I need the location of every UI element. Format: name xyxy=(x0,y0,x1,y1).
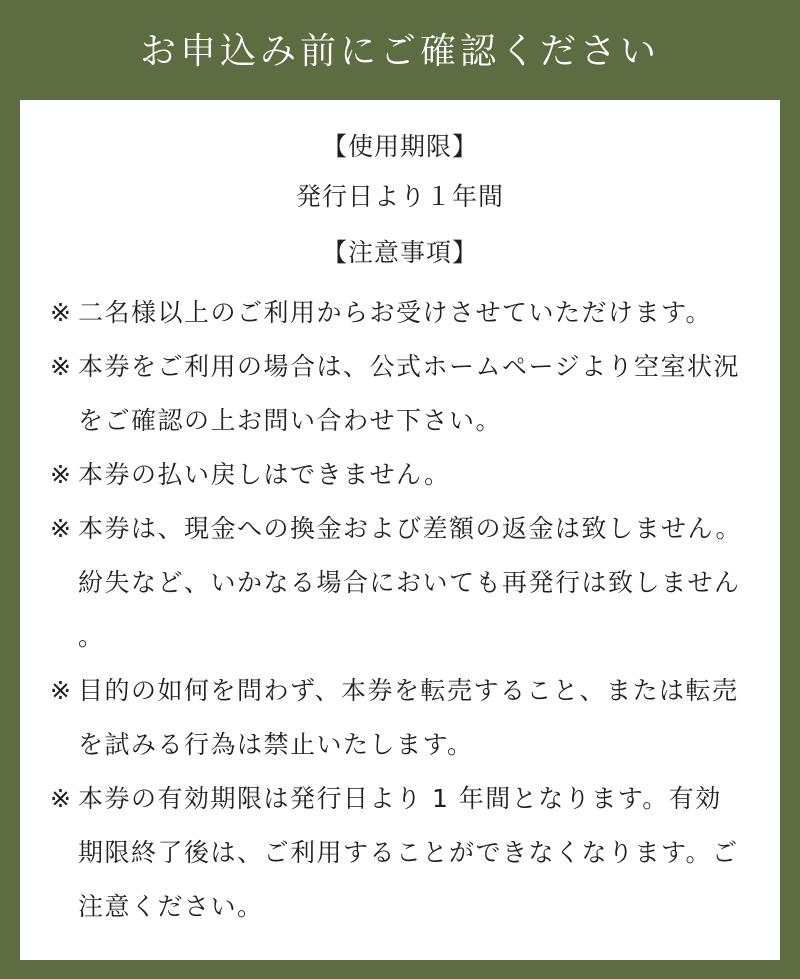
validity-text: 発行日より１年間 xyxy=(295,182,504,211)
note-mark: ※ xyxy=(50,460,73,489)
notes-list xyxy=(50,286,750,934)
note-mark: ※ xyxy=(50,514,73,543)
note-text: 本券は、現金への換金および差額の返金は致しません。紛失など、いかなる場合においても再発行は致しません。 xyxy=(78,514,743,651)
validity-heading: 【使用期限】 xyxy=(321,132,478,161)
note-text: 本券をご利用の場合は、公式ホームページより空室状況をご確認の上お問い合わせ下さい。 xyxy=(78,352,741,435)
note-text: 本券の払い戻しはできません。 xyxy=(78,460,451,489)
notice-panel xyxy=(20,100,780,960)
note-mark: ※ xyxy=(50,352,73,381)
header-bar xyxy=(0,0,800,100)
list-item xyxy=(50,340,750,448)
note-text: 本券の有効期限は発行日より 1 年間となります。有効期限終了後は、ご利用することができなくなります。ご注意ください。 xyxy=(78,784,739,921)
list-item xyxy=(50,448,750,502)
note-mark: ※ xyxy=(50,676,73,705)
list-item xyxy=(50,502,750,664)
list-item xyxy=(50,664,750,772)
notes-heading: 【注意事項】 xyxy=(321,238,478,267)
note-mark: ※ xyxy=(50,298,73,327)
note-mark: ※ xyxy=(50,784,73,813)
page-title: お申込み前にご確認ください xyxy=(139,30,660,72)
list-item xyxy=(50,286,750,340)
note-text: 目的の如何を問わず、本券を転売すること、または転売を試みる行為は禁止いたします。 xyxy=(78,676,739,759)
list-item xyxy=(50,772,750,934)
note-text: 二名様以上のご利用からお受けさせていただけます。 xyxy=(78,298,713,327)
